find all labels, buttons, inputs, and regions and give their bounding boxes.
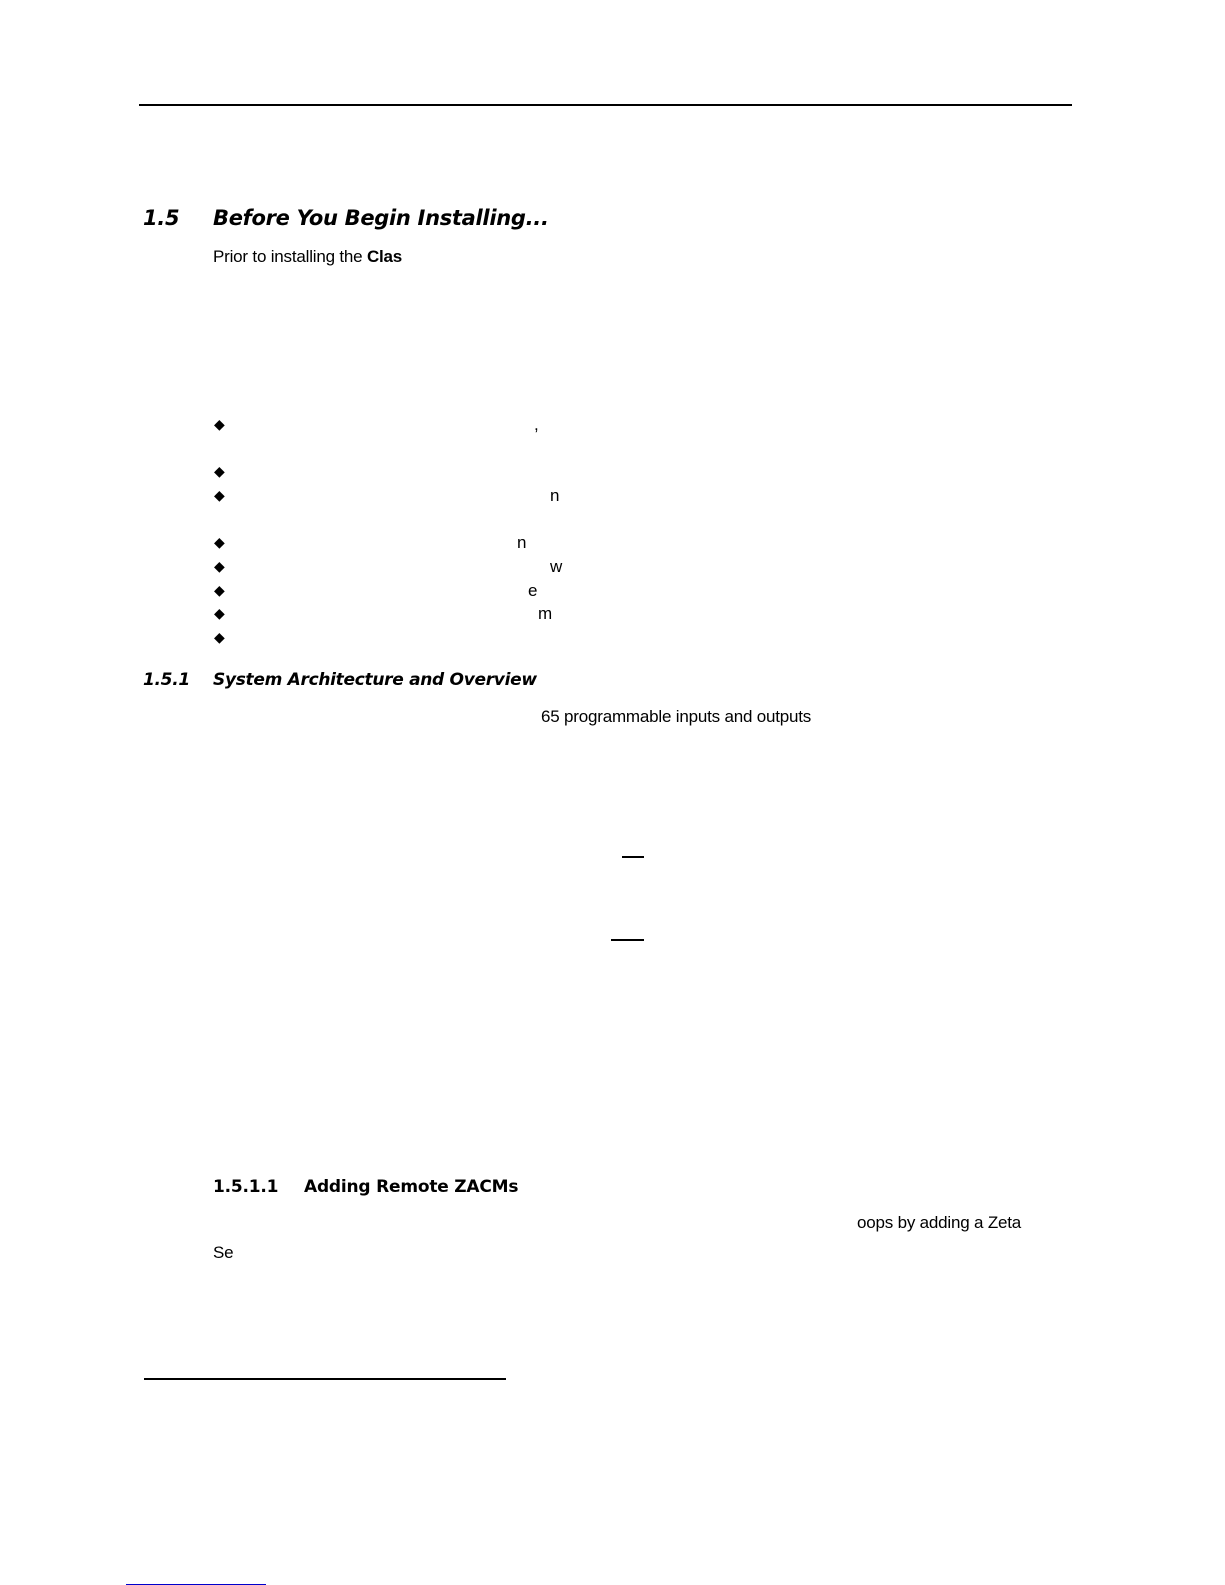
subsubsection-line2-fragment: Se: [213, 1243, 234, 1262]
subsubsection-number: 1.5.1.1: [213, 1177, 279, 1197]
bullet-fragment: e: [528, 581, 538, 600]
bullet-fragment: n: [550, 486, 560, 505]
bullet-fragment: m: [538, 604, 552, 623]
subsection-number: 1.5.1: [143, 670, 190, 690]
dash-mark: [611, 939, 644, 941]
subsection-text-fragment: 65 programmable inputs and outputs: [541, 707, 812, 726]
bullet-icon: ◆: [214, 606, 225, 622]
bullet-fragment: w: [550, 557, 563, 576]
bullet-fragment: n: [517, 533, 527, 552]
bullet-fragment: ,: [534, 415, 539, 434]
subsubsection-title: Adding Remote ZACMs: [304, 1177, 519, 1197]
intro-bold-term: Clas: [366, 247, 403, 266]
intro-paragraph: [213, 247, 402, 267]
bullet-icon: ◆: [214, 559, 225, 575]
bullet-icon: ◆: [214, 488, 225, 504]
bullet-icon: ◆: [214, 535, 225, 551]
bullet-icon: ◆: [214, 417, 225, 433]
footnote-rule: [144, 1378, 506, 1380]
dash-mark: [622, 856, 644, 858]
bullet-icon: ◆: [214, 630, 225, 646]
header-rule: [139, 104, 1072, 106]
bullet-icon: ◆: [214, 464, 225, 480]
bullet-icon: ◆: [214, 583, 225, 599]
section-number: 1.5: [143, 206, 180, 230]
subsection-title: System Architecture and Overview: [213, 670, 537, 690]
subsubsection-text-fragment: oops by adding a Zeta: [857, 1213, 1022, 1232]
section-title: Before You Begin Installing...: [213, 206, 549, 230]
intro-prefix: Prior to installing the: [213, 247, 367, 266]
